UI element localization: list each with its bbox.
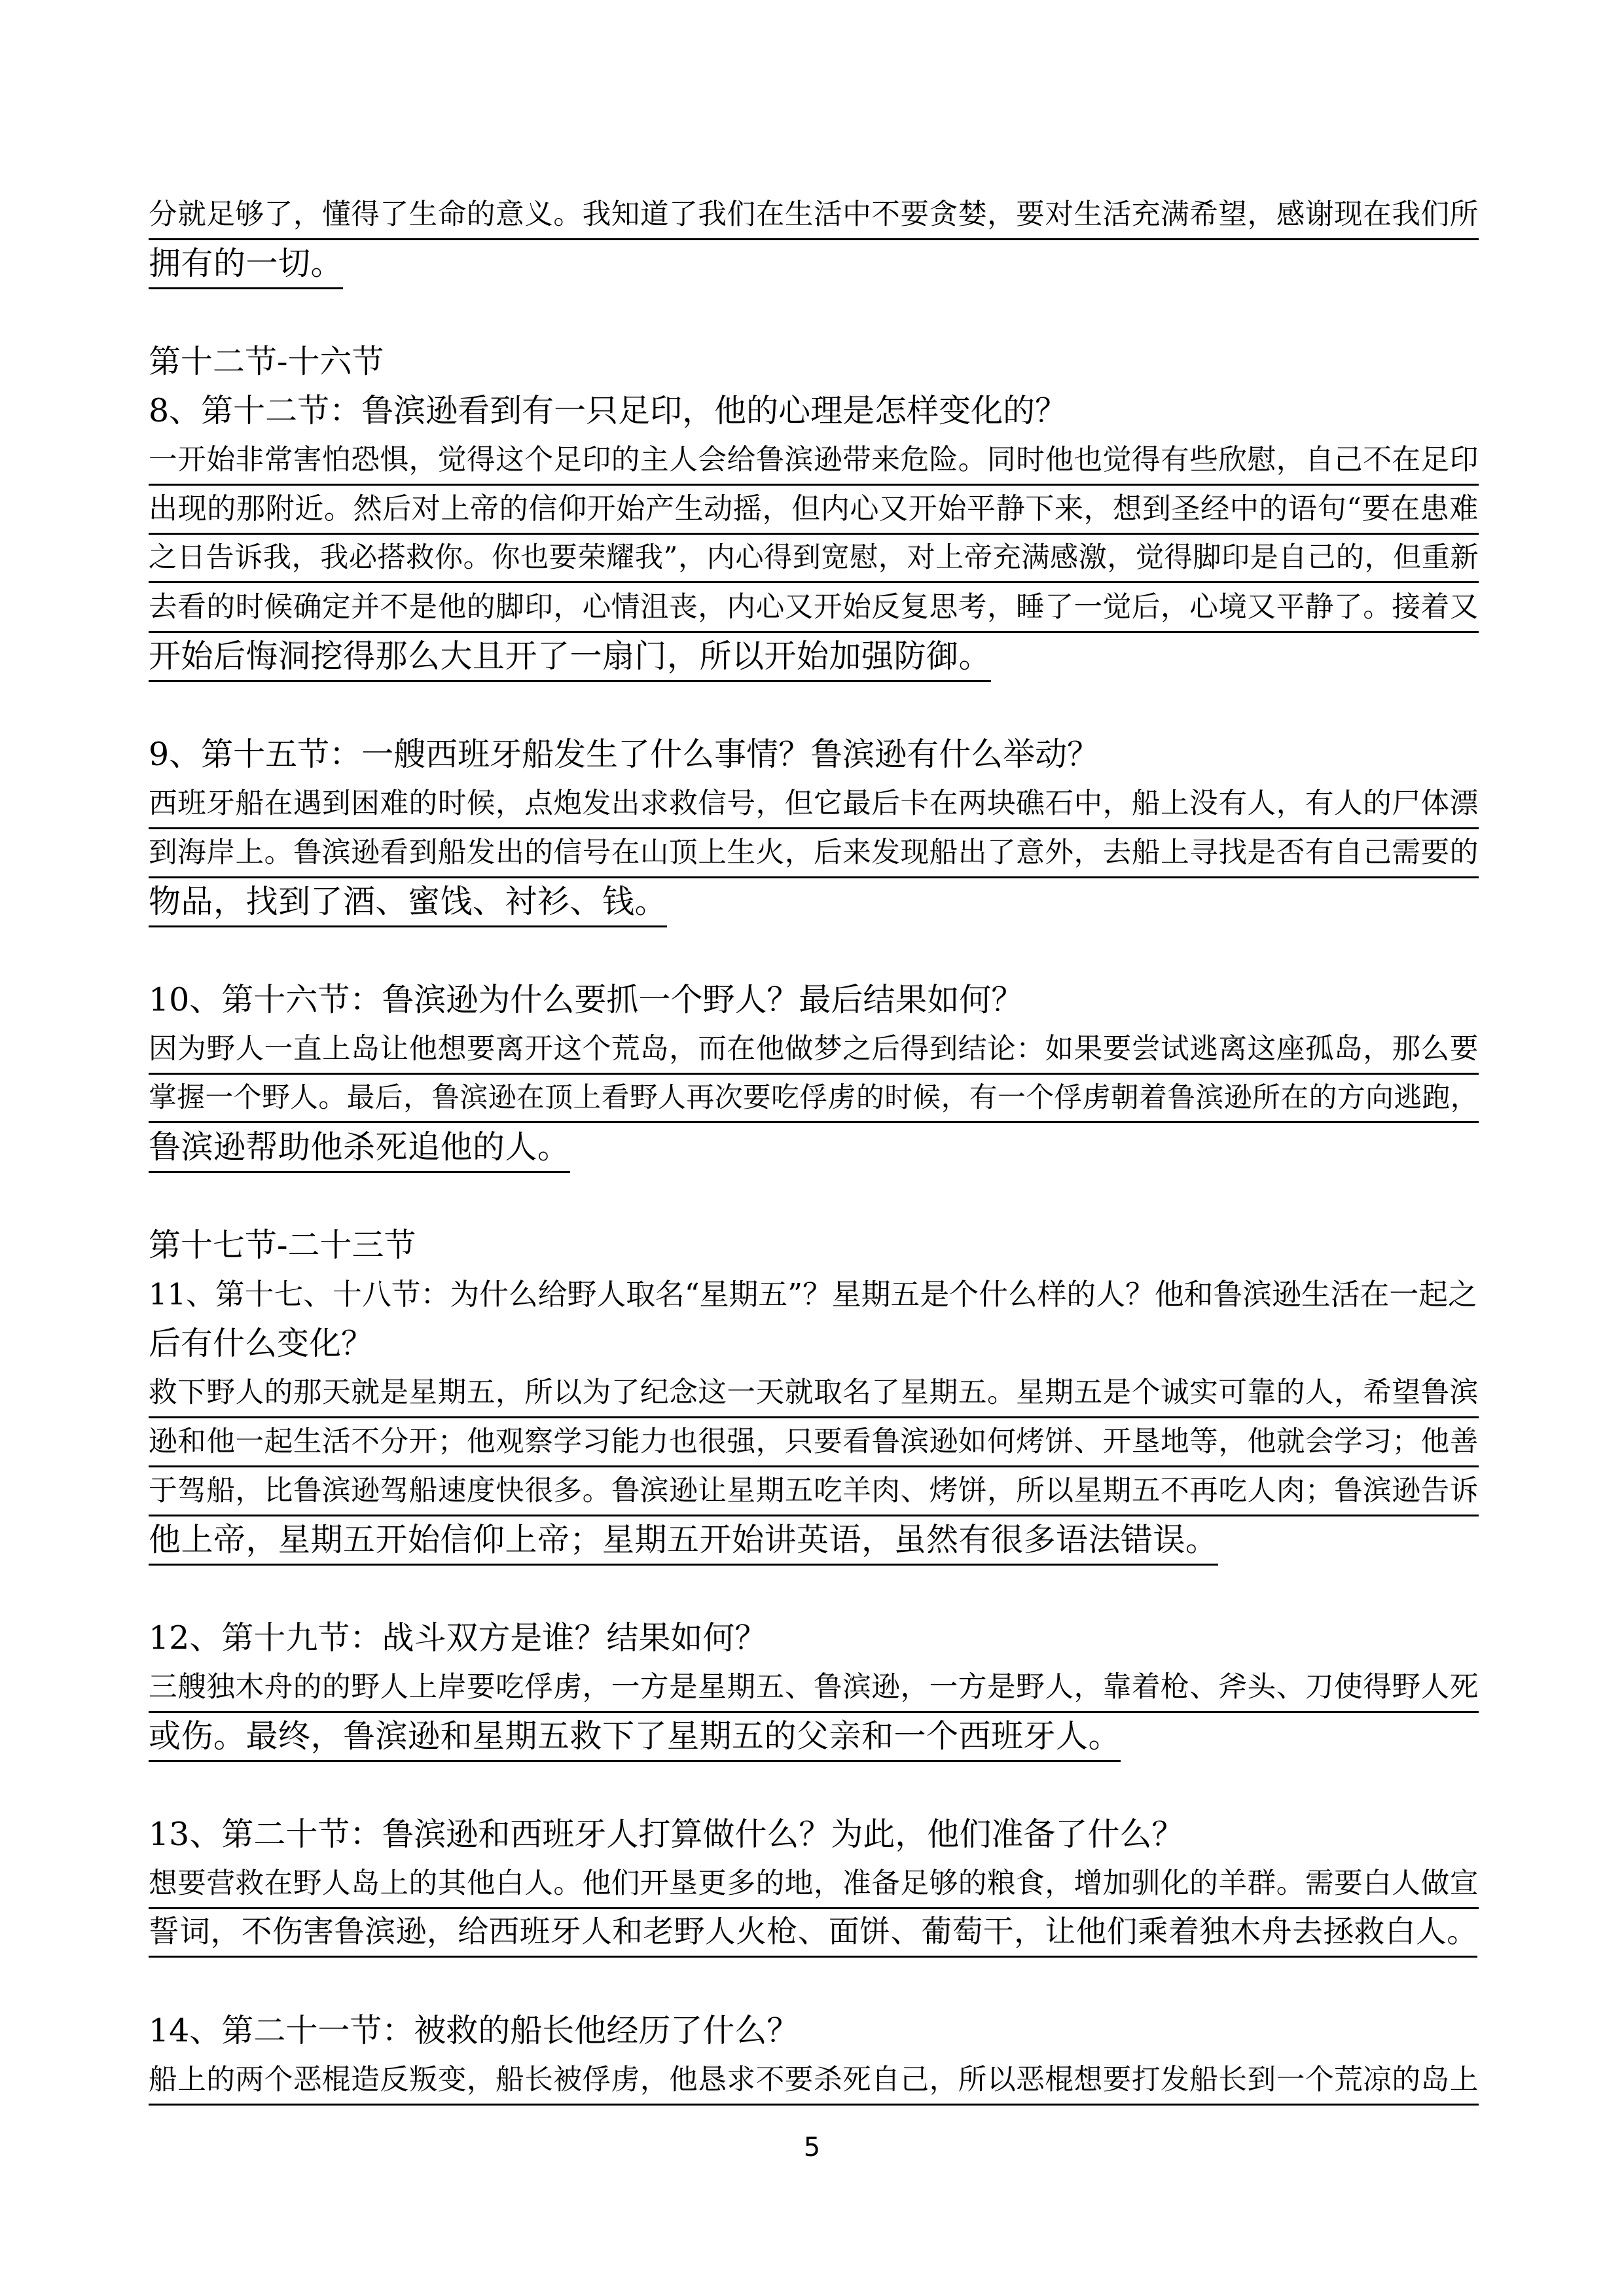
- question-text: 后有什么变化？: [149, 1325, 374, 1362]
- answer-line: 逊和他一起生活不分开；他观察学习能力也很强，只要看鲁滨逊如何烤饼、开垦地等，他就会学习；他善: [149, 1420, 1479, 1467]
- continued-answer: [149, 190, 1477, 288]
- question-11: [149, 1270, 1477, 1564]
- question-text: 14、第二十一节：被救的船长他经历了什么？: [149, 2012, 799, 2049]
- answer-line: 他上帝，星期五开始信仰上帝；星期五开始讲英语，虽然有很多语法错误。: [149, 1518, 1218, 1566]
- section-heading: 第十七节-二十三节: [149, 1227, 416, 1264]
- answer-line: 出现的那附近。然后对上帝的信仰开始产生动摇，但内心又开始平静下来，想到圣经中的语句“要在患难: [149, 487, 1479, 535]
- answer-line: 想要营救在野人岛上的其他白人。他们开垦更多的地，准备足够的粮食，增加驯化的羊群。需要白人做宣: [149, 1861, 1479, 1909]
- answer-line: 开始后悔洞挖得那么大且开了一扇门，所以开始加强防御。: [149, 634, 991, 682]
- section-17-23: [149, 1221, 1477, 2104]
- answer-line: 拥有的一切。: [149, 242, 343, 289]
- section-12-16: [149, 337, 1477, 1221]
- answer-line: 之日告诉我，我必搭救你。你也要荣耀我”，内心得到宽慰，对上帝充满感激，觉得脚印是自己的，但重新: [149, 535, 1479, 583]
- answer-line: 或伤。最终，鲁滨逊和星期五救下了星期五的父亲和一个西班牙人。: [149, 1714, 1121, 1762]
- question-13: [149, 1810, 1477, 1957]
- question-text: 13、第二十节：鲁滨逊和西班牙人打算做什么？为此，他们准备了什么？: [149, 1816, 1184, 1853]
- answer-line: 一开始非常害怕恐惧，觉得这个足印的主人会给鲁滨逊带来危险。同时他也觉得有些欣慰，自己不在足印: [149, 438, 1479, 486]
- answer-line: 到海岸上。鲁滨逊看到船发出的信号在山顶上生火，后来发现船出了意外，去船上寻找是否有自己需要的: [149, 831, 1479, 878]
- question-9: [149, 730, 1477, 926]
- answer-line: 鲁滨逊帮助他杀死追他的人。: [149, 1125, 570, 1173]
- answer-line: 分就足够了，懂得了生命的意义。我知道了我们在生活中不要贪婪，要对生活充满希望，感谢现在我们所: [149, 192, 1479, 240]
- question-text: 10、第十六节：鲁滨逊为什么要抓一个野人？最后结果如何？: [149, 981, 1024, 1018]
- page-number: 5: [803, 2132, 821, 2162]
- answer-line: 因为野人一直上岛让他想要离开这个荒岛，而在他做梦之后得到结论：如果要尝试逃离这座孤岛，那么要: [149, 1027, 1479, 1075]
- question-10: [149, 975, 1477, 1172]
- answer-line: 西班牙船在遇到困难的时候，点炮发出求救信号，但它最后卡在两块礁石中，船上没有人，有人的尸体漂: [149, 781, 1479, 829]
- answer-line: 救下野人的那天就是星期五，所以为了纪念这一天就取名了星期五。星期五是个诚实可靠的人，希望鲁滨: [149, 1371, 1479, 1418]
- answer-line: 誓词，不伤害鲁滨逊，给西班牙人和老野人火枪、面饼、葡萄干，让他们乘着独木舟去拯救白人。: [149, 1910, 1477, 1958]
- question-8: [149, 386, 1477, 681]
- question-text: 8、第十二节：鲁滨逊看到有一只足印，他的心理是怎样变化的？: [149, 392, 1068, 429]
- question-text: 12、第十九节：战斗双方是谁？结果如何？: [149, 1619, 767, 1657]
- question-12: [149, 1613, 1477, 1761]
- question-text: 9、第十五节：一艘西班牙船发生了什么事情？鲁滨逊有什么举动？: [149, 736, 1100, 773]
- answer-line: 于驾船，比鲁滨逊驾船速度快很多。鲁滨逊让星期五吃羊肉、烤饼，所以星期五不再吃人肉；鲁滨逊告诉: [149, 1469, 1479, 1516]
- answer-line: 三艘独木舟的的野人上岸要吃俘虏，一方是星期五、鲁滨逊，一方是野人，靠着枪、斧头、刀使得野人死: [149, 1665, 1479, 1713]
- answer-line: 物品，找到了酒、蜜饯、衬衫、钱。: [149, 880, 667, 927]
- question-text: 11、第十七、十八节：为什么给野人取名“星期五”？星期五是个什么样的人？他和鲁滨逊生活在一起之: [149, 1277, 1477, 1312]
- answer-line: 去看的时候确定并不是他的脚印，心情沮丧，内心又开始反复思考，睡了一觉后，心境又平静了。接着又: [149, 585, 1479, 633]
- answer-line: 掌握一个野人。最后，鲁滨逊在顶上看野人再次要吃俘虏的时候，有一个俘虏朝着鲁滨逊所在的方向逃跑，: [149, 1075, 1479, 1123]
- answer-line: 船上的两个恶棍造反叛变，船长被俘虏，他恳求不要杀死自己，所以恶棍想要打发船长到一个荒凉的岛上: [149, 2058, 1479, 2106]
- section-heading: 第十二节-十六节: [149, 343, 384, 380]
- document-page: [149, 190, 1477, 2104]
- question-14: [149, 2006, 1477, 2104]
